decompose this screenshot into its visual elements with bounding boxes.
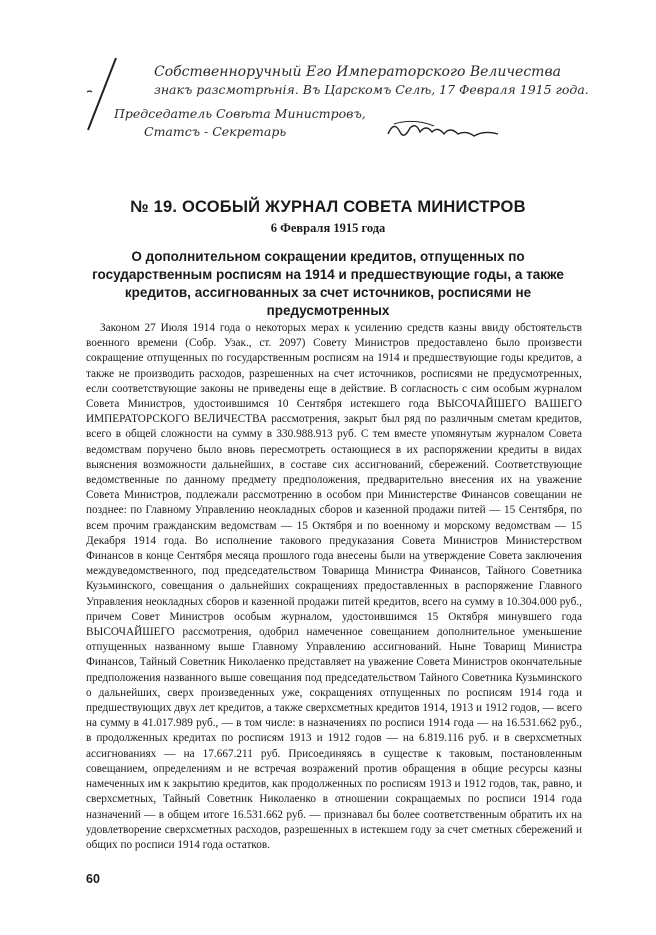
journal-subject: О дополнительном сокращении кредитов, отпущенных по государственным росписям на 1914 и предшествующие годы, а также кредитов, ассигнованных за счет источников, росписями не предусмотренных	[92, 249, 564, 318]
resolution-line-3: Председатель Совѣта Министровъ,	[114, 106, 366, 121]
handwritten-signature	[384, 116, 504, 146]
resolution-line-4: Статсъ - Секретарь	[144, 124, 287, 139]
journal-date: 6 Февраля 1915 года	[270, 221, 386, 235]
page-number: 60	[86, 872, 100, 886]
resolution-line-2: знакъ разсмотрѣнія. Въ Царскомъ Селѣ, 17 Февраля 1915 года.	[154, 82, 589, 97]
resolution-line-1: Собственноручный Его Императорского Величества	[154, 64, 561, 80]
journal-title: № 19. ОСОБЫЙ ЖУРНАЛ СОВЕТА МИНИСТРОВ	[130, 198, 526, 216]
body-paragraph: Законом 27 Июля 1914 года о некоторых мерах к усилению средств казны ввиду обстоятельств военного времени (Собр. Узак., ст. 2097) Совету Министров предоставлено было произвести сокращение отпущенных по государственным росписям на 1914 и предшествующие годы кредитов, а также не производить расходов, разрешенных на счет источников, росписями не предусмотренных, если соответствующие законы не приведены еще в действие. В согласность с сим особым журналом Совета Министров, удостоившимся 10 Сентября истекшего года ВЫСОЧАЙШЕГО ВАШЕГО ИМПЕРАТОРСКОГО ВЕЛИЧЕСТВА рассмотрения, закрыт был ряд по различным сметам кредитов, всего в общей сложности на сумму в 330.988.913 руб. С тем вместе упомянутым журналом Совета ведомствам поручено было вновь пересмотреть остающиеся в их распоряжении кредиты в видах выяснения возможности дальнейших, в составе сих ассигнований, сбережений. Соответствующие ведомственные по данному предмету предположения, предварительно внесения их на уважение Совета Министров, подлежали рассмотрению в особом при Министерстве Финансов совещании не позднее: по Главному Управлению неокладных сборов и казенной продажи питей — 15 Сентября, по всем прочим гражданским ведомствам — 15 Октября и по военному и морскому ведомствам — 15 Декабря 1914 года. Во исполнение такового предуказания Совета Министров Министерством Финансов в конце Сентября месяца прошлого года внесены были на утверждение Совета заключения междуведомственного, под председательством Товарища Министра Финансов, Тайного Советника Кузьминского, совещания о дальнейших сокращениях предоставленных в распоряжение Главного Управления неокладных сборов и казенной продажи питей кредитов, всего на сумму в 10.304.000 руб., причем Совет Министров особым журналом, удостоившимся 15 Октября минувшего года ВЫСОЧАЙШЕГО рассмотрения, одобрил намеченное совещанием дополнительное уменьшение отпущенных названному выше Главному Управлению ассигнований. Ныне Товарищ Министра Финансов, Тайный Советник Николаенко представляет на уважение Совета Министров окончательные предположения названного выше совещания под председательством Тайного Советника Кузьминского о дальнейших, сверх произведенных уже, сокращениях отпущенных по росписям 1914 года и предшествующих двух лет кредитов, а также сверхсметных кредитов 1914, 1913 и 1912 годов, — всего на сумму в 41.017.989 руб., — в том числе: в назначениях по росписи 1914 года — на 16.531.662 руб., в продолженных кредитах по росписям 1913 и 1912 годов — на 6.819.116 руб. и в сверхсметных ассигнованиях — на 17.667.211 руб. Присоединяясь в существе к таковым, постановленным совещанием, определениям и не встречая возражений против обращения в общие ресурсы казны намеченных им к закрытию кредитов, как продолженных по росписям 1913 и 1912 годов, так, равно, и сверхсметных, Тайный Советник Николаенко в отношении сокращаемых по росписи 1914 года назначений — в общем итоге 16.531.662 руб. — признавал бы более соответственным обратить их на удовлетворение сверхсметных расходов, разрешенных в истекшем году за счет сметных сбережений и общих по росписи 1914 года остатков.	[86, 322, 582, 851]
margin-pen-stroke	[84, 56, 124, 136]
